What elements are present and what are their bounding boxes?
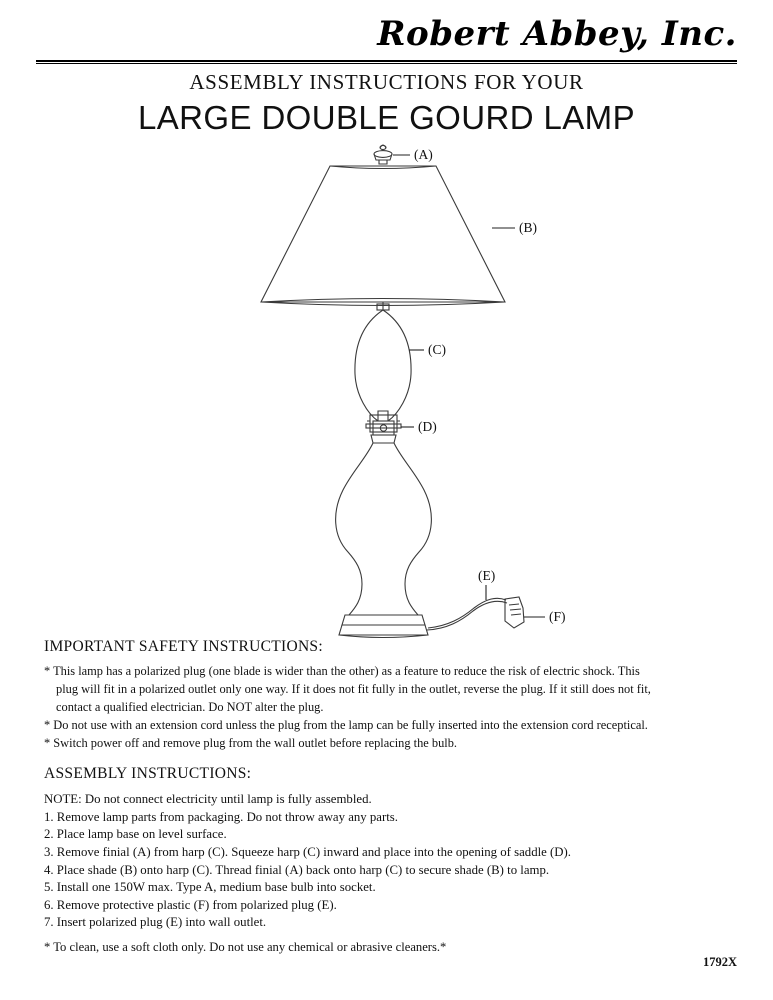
saddle-socket-shape xyxy=(366,415,401,443)
safety-item: * This lamp has a polarized plug (one blade is wider than the other) as a feature to reduce the risk of electric shock. This xyxy=(44,664,640,678)
callout-label-b: (B) xyxy=(519,220,537,235)
shade-shape xyxy=(261,166,505,306)
lamp-body-shape xyxy=(336,443,432,638)
assembly-step: 7. Insert polarized plug (E) into wall outlet. xyxy=(44,915,267,930)
assembly-step: 1. Remove lamp parts from packaging. Do not throw away any parts. xyxy=(44,809,398,824)
assembly-step: 6. Remove protective plastic (F) from polarized plug (E). xyxy=(44,897,337,912)
harp-shape xyxy=(355,302,411,421)
finial-shape xyxy=(374,145,392,164)
assembly-step: 4. Place shade (B) onto harp (C). Thread finial (A) back onto harp (C) to secure shade (B) to lamp. xyxy=(44,862,550,877)
safety-item-continued: contact a qualified electrician. Do NOT alter the plug. xyxy=(56,699,324,714)
safety-section xyxy=(44,638,734,753)
document-code: 1792X xyxy=(702,955,737,969)
polarized-plug-shape xyxy=(505,597,524,628)
assembly-note: NOTE: Do not connect electricity until lamp is fully assembled. xyxy=(44,792,372,806)
power-cord xyxy=(428,598,506,628)
callout-label-d: (D) xyxy=(418,419,437,434)
page-title: LARGE DOUBLE GOURD LAMP xyxy=(138,99,635,136)
assembly-step: 2. Place lamp base on level surface. xyxy=(44,827,227,842)
safety-item-continued: plug will fit in a polarized outlet only one way. If it does not fit fully in the outlet, reverse the plug. If it still does not fit, xyxy=(56,681,651,696)
callout-label-e: (E) xyxy=(478,568,496,583)
assembly-step: 5. Install one 150W max. Type A, medium base bulb into socket. xyxy=(44,880,376,895)
callout-label-c: (C) xyxy=(428,342,446,357)
assembly-heading: ASSEMBLY INSTRUCTIONS: xyxy=(44,765,252,782)
safety-list xyxy=(44,664,734,751)
callout-label-f: (F) xyxy=(549,609,566,624)
lamp-diagram xyxy=(0,138,773,648)
brand-logo: Robert Abbey, Inc. xyxy=(377,14,737,54)
safety-item: * Do not use with an extension cord unless the plug from the lamp can be fully inserted into the extension cord receptical. xyxy=(44,717,648,732)
page-subtitle: ASSEMBLY INSTRUCTIONS FOR YOUR xyxy=(189,70,584,94)
safety-heading: IMPORTANT SAFETY INSTRUCTIONS: xyxy=(44,638,323,655)
safety-item: * Switch power off and remove plug from the wall outlet before replacing the bulb. xyxy=(44,735,458,750)
assembly-step: 3. Remove finial (A) from harp (C). Squeeze harp (C) inward and place into the opening of saddle (D). xyxy=(44,844,571,859)
cleaning-footnote: * To clean, use a soft cloth only. Do not use any chemical or abrasive cleaners.* xyxy=(44,940,447,954)
assembly-section xyxy=(44,765,734,932)
header-divider xyxy=(36,60,737,62)
callout-label-a: (A) xyxy=(414,147,433,162)
assembly-steps xyxy=(44,791,734,931)
